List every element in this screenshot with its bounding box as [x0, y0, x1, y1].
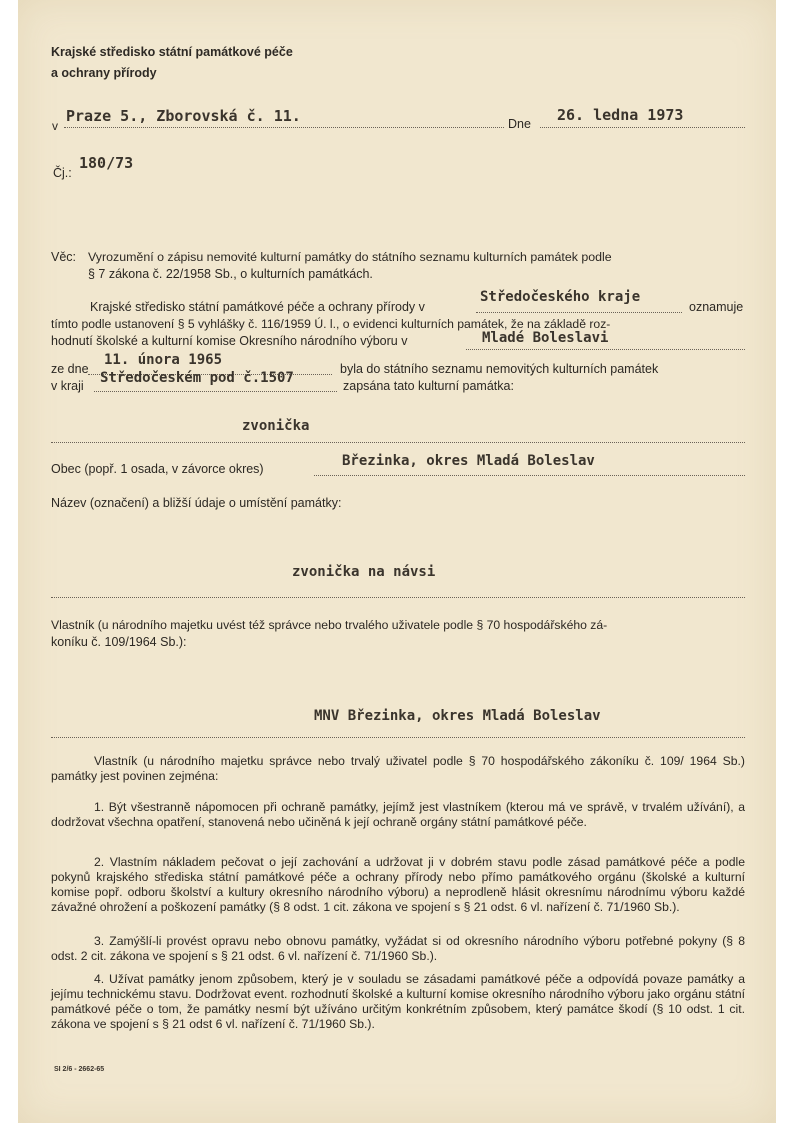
- place-label: v: [52, 119, 58, 133]
- region-value: Středočeského kraje: [480, 289, 641, 305]
- intro-text-5b: zapsána tato kulturní památka:: [343, 379, 514, 393]
- obec-label: Obec (popř. 1 osada, v závorce okres): [51, 462, 264, 476]
- obec-value: Březinka, okres Mladá Boleslav: [342, 453, 595, 469]
- nazev-dotted-line: [51, 597, 745, 598]
- subject-label: Věc:: [51, 250, 77, 264]
- place-value: Praze 5., Zborovská č. 11.: [66, 107, 301, 125]
- duty-item-4-text: 4. Užívat památky jenom způsobem, který je v souladu se zásadami památkové péče a odpovídá povaze památky a jejímu technickému stavu. Dodržovat event. rozhodnutí školské a kulturní komise okresního národního výboru jako orgánu státní památkové péče o tom, že památky nesmí být užíváno určitým konkrétním způsobem, který památce škodí (§ 10 odst. 1 cit. zákona ve spojení s § 21 odst 6 vl. nařízení č. 71/1960 Sb.).: [51, 972, 745, 1031]
- nazev-label: Název (označení) a bližší údaje o umístění památky:: [51, 496, 342, 510]
- org-name-line1: Krajské středisko státní památkové péče: [51, 45, 293, 59]
- obec-dotted-line: [314, 475, 745, 476]
- intro-text-5a: v kraji: [51, 379, 84, 393]
- intro-text-3: hodnutí školské a kulturní komise Okresního národního výboru v: [51, 334, 408, 348]
- ref-label: Čj.:: [53, 166, 72, 180]
- monument-name-dotted-line: [51, 442, 745, 443]
- duty-item-2: [51, 855, 745, 915]
- district-dotted-line: [466, 349, 745, 350]
- document-page: [18, 0, 776, 1123]
- org-name-line2: a ochrany přírody: [51, 66, 157, 80]
- duty-item-3: [51, 934, 745, 964]
- owner-dotted-line: [51, 737, 745, 738]
- owner-label-line1: Vlastník (u národního majetku uvést též správce nebo trvalého uživatele podle § 70 hospodářského zá-: [51, 618, 608, 632]
- form-code: SI 2/6 - 2662-65: [54, 1066, 105, 1073]
- date-label: Dne: [508, 117, 531, 131]
- intro-text-4b: byla do státního seznamu nemovitých kulturních památek: [340, 362, 659, 376]
- subject-line2: § 7 zákona č. 22/1958 Sb., o kulturních památkách.: [88, 267, 373, 281]
- duty-item-4: [51, 972, 745, 1032]
- duty-item-2-text: 2. Vlastním nákladem pečovat o její zachování a udržovat ji v dobrém stavu podle zásad památkové péče a podle pokynů krajského střediska státní památkové péče a ochrany přírody nebo přímo památkového orgánu (školské a kulturní komise popř. odboru školství a kultury okresního národního výboru) a neprodleně hlásit okresnímu národnímu výboru každé závažné ohrožení a poškození památky (§ 8 odst. 1 cit. zákona ve spojení s § 21 odst. 6 vl. nařízení č. 71/1960 Sb.).: [51, 855, 745, 914]
- duty-item-1: [51, 800, 745, 830]
- register-dotted-line: [94, 391, 337, 392]
- intro-text-2: tímto podle ustanovení § 5 vyhlášky č. 116/1959 Ú. l., o evidenci kulturních památek, že na základě roz-: [51, 317, 611, 331]
- ref-value: 180/73: [79, 154, 134, 172]
- date-dotted-line: [540, 127, 745, 128]
- decision-date-value: 11. února 1965: [104, 352, 223, 368]
- intro-text-1: Krajské středisko státní památkové péče a ochrany přírody v: [90, 300, 425, 314]
- subject-line1: Vyrozumění o zápisu nemovité kulturní památky do státního seznamu kulturních památek podle: [88, 250, 612, 264]
- intro-text-4a: ze dne: [51, 362, 89, 376]
- place-dotted-line: [64, 127, 504, 128]
- monument-name: zvonička: [242, 418, 310, 434]
- duty-item-3-text: 3. Zamýšlí-li provést opravu nebo obnovu památky, vyžádat si od okresního národního výboru potřebné pokyny (§ 8 odst. 2 cit. zákona ve spojení s § 21 odst. 6 vl. nařízení č. 71/1960 Sb.).: [51, 934, 745, 963]
- owner-label-line2: koníku č. 109/1964 Sb.):: [51, 635, 187, 649]
- region-dotted-line: [476, 312, 682, 313]
- duties-intro: [51, 754, 745, 784]
- register-value: Středočeském pod č.1507: [100, 370, 294, 386]
- intro-text-1b: oznamuje: [689, 300, 744, 314]
- duty-item-1-text: 1. Být všestranně nápomocen při ochraně památky, jejímž jest vlastníkem (kterou má ve správě, v trvalém užívání), a dodržovat všechna opatření, stanovená nebo učiněná k její ochraně orgány státní památkové péče.: [51, 800, 745, 829]
- district-value: Mladé Boleslavi: [482, 330, 609, 346]
- duties-intro-text: Vlastník (u národního majetku správce nebo trvalý uživatel podle § 70 hospodářského zákoníku č. 109/ 1964 Sb.) památky jest povinen zejména:: [51, 754, 745, 783]
- nazev-value: zvonička na návsi: [292, 564, 436, 580]
- owner-value: MNV Březinka, okres Mladá Boleslav: [314, 708, 601, 724]
- date-value: 26. ledna 1973: [557, 106, 684, 124]
